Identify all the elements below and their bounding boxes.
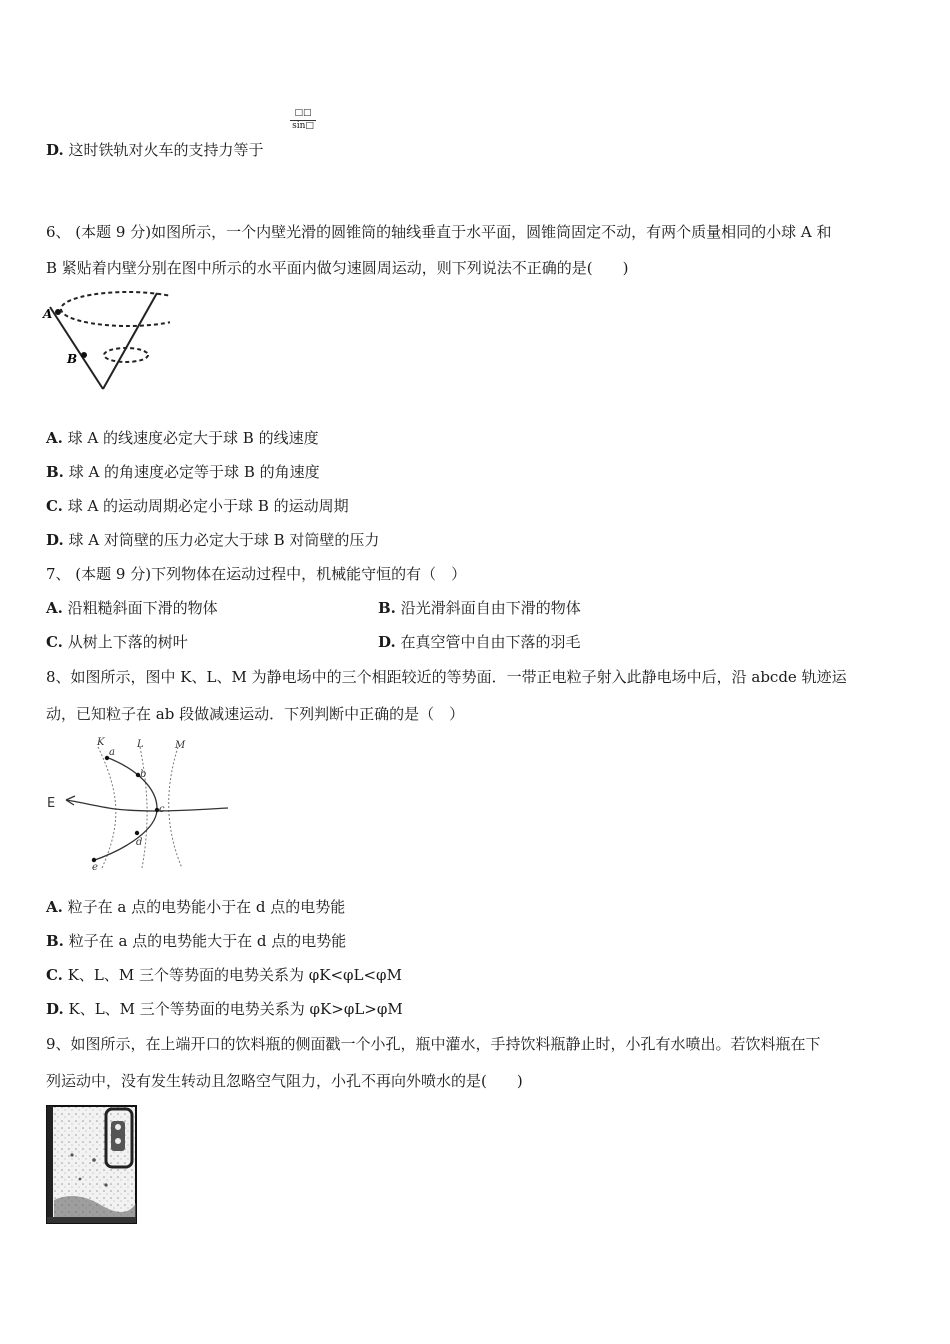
option-letter: D. [378, 633, 396, 651]
bottle-mark [115, 1138, 121, 1144]
fraction-numerator: □□ [290, 108, 316, 121]
option-text: 从树上下落的树叶 [67, 633, 188, 651]
label-e: e [92, 862, 98, 873]
option-letter: D. [46, 531, 64, 549]
cone-left-edge [50, 307, 103, 389]
label-field-e: E [47, 796, 56, 811]
fraction-denominator: sin□ [292, 121, 314, 131]
q6-stem-line1: 6、 (本题 9 分)如图所示，一个内壁光滑的圆锥筒的轴线垂直于水平面，圆锥筒固定不动，有两个质量相同的小球 A 和 [46, 223, 832, 241]
label-a: a [109, 747, 115, 758]
ball-a [55, 309, 61, 315]
q6-stem-line2: B 紧贴着内壁分别在图中所示的水平面内做匀速圆周运动，则下列说法不正确的是( ) [46, 259, 629, 277]
label-d: d [136, 837, 143, 848]
q7-option-a [46, 598, 218, 618]
option-letter: D. [46, 1000, 64, 1018]
cone-figure [40, 285, 170, 395]
label-b: B [67, 352, 78, 366]
water-drop [70, 1153, 73, 1156]
option-letter: B. [378, 599, 396, 617]
q5-option-d [46, 140, 264, 160]
q8-stem-line1: 8、如图所示，图中 K、L、M 为静电场中的三个相距较近的等势面．一带正电粒子射入此静电场中后，沿 abcde 轨迹运 [46, 668, 847, 686]
option-text: 球 A 对筒壁的压力必定大于球 B 对筒壁的压力 [68, 531, 380, 549]
water-drop [79, 1178, 82, 1181]
option-letter: B. [46, 932, 64, 950]
equipotential-figure [40, 733, 235, 873]
label-l: L [137, 739, 144, 750]
surface-l [140, 747, 147, 868]
label-k: K [97, 737, 105, 748]
q7-option-b [378, 598, 581, 618]
option-text: 在真空管中自由下落的羽毛 [400, 633, 581, 651]
option-text: 粒子在 a 点的电势能小于在 d 点的电势能 [67, 898, 346, 916]
photo-bottom-edge [47, 1217, 136, 1223]
label-b: b [140, 769, 147, 780]
label-c: c [159, 804, 165, 815]
option-text: 球 A 的运动周期必定小于球 B 的运动周期 [67, 497, 349, 515]
q8-option-a [46, 897, 345, 917]
q6-option-a [46, 428, 319, 448]
option-text: 粒子在 a 点的电势能大于在 d 点的电势能 [68, 932, 347, 950]
bottle-mark [115, 1124, 121, 1130]
point-d [135, 831, 139, 835]
q9-stem-line1: 9、如图所示，在上端开口的饮料瓶的侧面戳一个小孔，瓶中灌水，手持饮料瓶静止时，小孔有水喷出。若饮料瓶在下 [46, 1035, 821, 1053]
option-text: 沿光滑斜面自由下滑的物体 [400, 599, 581, 617]
ball-b [81, 352, 87, 358]
option-letter: D. [46, 141, 64, 159]
option-letter: C. [46, 966, 63, 984]
option-text: 球 A 的线速度必定大于球 B 的线速度 [67, 429, 319, 447]
option-text: 球 A 的角速度必定等于球 B 的角速度 [68, 463, 320, 481]
option-letter: C. [46, 633, 63, 651]
label-m: M [175, 740, 186, 751]
q9-stem-line2: 列运动中，没有发生转动且忽略空气阻力，小孔不再向外喷水的是( ) [46, 1072, 523, 1090]
option-letter: A. [46, 429, 63, 447]
q6-option-c [46, 496, 349, 516]
option-letter: C. [46, 497, 63, 515]
q7-stem: 7、 (本题 9 分)下列物体在运动过程中，机械能守恒的有（ ） [46, 565, 467, 583]
q8-option-c [46, 965, 402, 985]
photo-left-edge [47, 1106, 53, 1223]
option-letter: B. [46, 463, 64, 481]
option-text: 这时铁轨对火车的支持力等于 [68, 141, 264, 159]
surface-m [169, 747, 182, 868]
field-line [66, 800, 228, 811]
q8-option-d [46, 999, 403, 1019]
water-drop [104, 1183, 107, 1186]
trajectory [92, 757, 157, 861]
option-text: K、L、M 三个等势面的电势关系为 φK>φL>φM [68, 1000, 403, 1018]
option-letter: A. [46, 898, 63, 916]
bottle-photo [46, 1105, 138, 1225]
water-drop [92, 1158, 96, 1162]
label-a: A [43, 307, 53, 321]
option-letter: A. [46, 599, 63, 617]
q7-option-d [378, 632, 581, 652]
option-text: 沿粗糙斜面下滑的物体 [67, 599, 218, 617]
q5-fraction [290, 108, 316, 132]
q8-stem-line2: 动，已知粒子在 ab 段做减速运动．下列判断中正确的是（ ） [46, 705, 465, 723]
q7-option-c [46, 632, 188, 652]
q6-option-d [46, 530, 379, 550]
q8-option-b [46, 931, 346, 951]
q6-option-b [46, 462, 320, 482]
cone-right-edge [103, 293, 157, 389]
option-text: K、L、M 三个等势面的电势关系为 φK<φL<φM [67, 966, 402, 984]
